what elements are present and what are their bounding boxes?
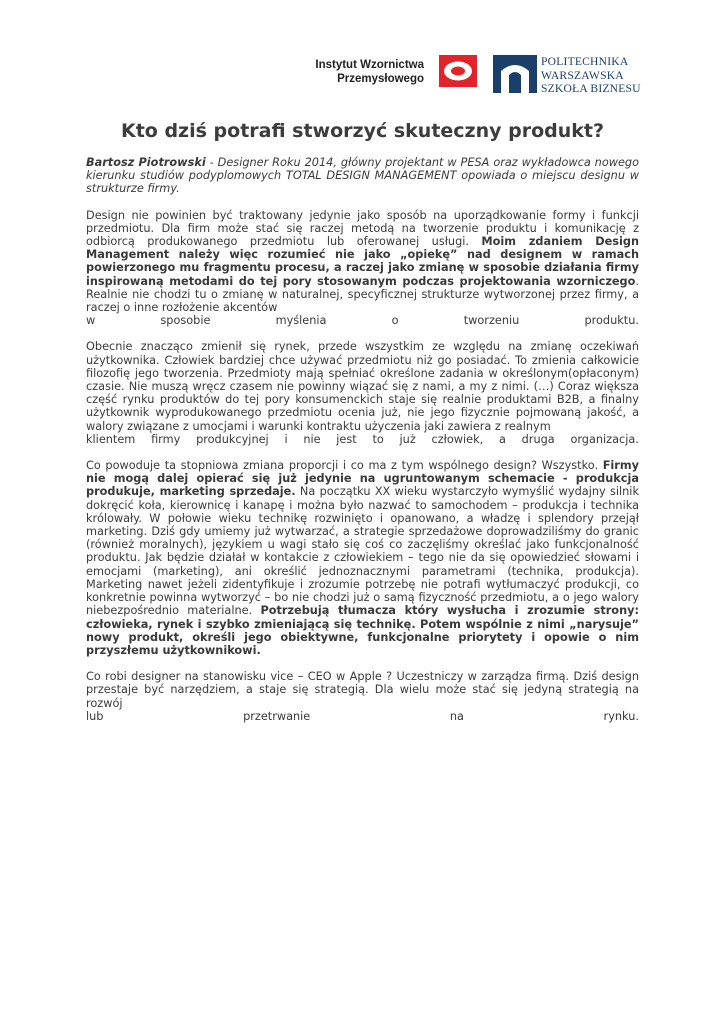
word: rynku. xyxy=(603,709,639,723)
word: produkcyjnej xyxy=(196,432,269,446)
paragraph-1 xyxy=(86,209,639,328)
word: lub xyxy=(86,709,104,723)
pw-name-line3: SZKOŁA BIZNESU xyxy=(541,82,641,95)
pw-logo-icon xyxy=(493,55,537,93)
p3-text-1: Co powoduje ta stopniowa zmiana proporcji i co ma z tym wspólnego design? Wszystko. xyxy=(86,459,603,473)
word: a xyxy=(498,432,506,446)
p1-text-1: Design nie powinien być traktowany jedynie jako sposób na uporządkowanie formy i funkcji przedmiotu. Dla firm może stać się raczej metodą na tworzenie produktu i komunikację z odbiorcą produkowanego przedmiotu lub oferowanej usługi. xyxy=(86,208,639,249)
word: produktu. xyxy=(584,314,639,328)
lead-text: - Designer Roku 2014, główny projektant w PESA oraz wykładowca nowego kierunku studiów podyplomowych TOTAL DESIGN MANAGEMENT opowiada o miejscu designu w strukturze firmy. xyxy=(86,156,640,196)
p2-text: Obecnie znacząco zmienił się rynek, przede wszystkim ze względu na zmianę oczekiwań użytkownika. Człowiek bardziej chce używać przedmiotu niż go posiadać. To zmienia całkowicie filozofię jego tworzenia. Przedmioty mają spełniać określone zadania w określonym(opłaconym) czasie. Nie muszą wręcz czasem nie powinny wiązać się z nami, a my z nimi. (…) Coraz większa część rynku produktów do tej pory konsumenckich staje się realnie produktami B2B, a finalny użytkownik wyprodukowanego przedmiotu ocenia już, nie jego fizycznie pojmowaną jakość, a walory związane z umocjami i warunki kontraktu użyczenia jaki zawiera z realnym xyxy=(86,340,639,433)
word: jest xyxy=(336,432,357,446)
word: na xyxy=(449,709,464,723)
p2-last-line xyxy=(86,433,639,446)
p4-text: Co robi designer na stanowisku vice – CEO w Apple ? Uczestniczy w zarządza firmą. Dziś design przestaje być narzędziem, a staje się strategią. Dla wielu może stać się jedyną strategią na rozwój xyxy=(86,670,639,710)
word: organizacja. xyxy=(570,432,639,446)
p3-bold-1: Firmy nie mogą dalej opierać się już jedynie na ugruntowanym schemacie - produkcja produkuje, marketing sprzedaje. xyxy=(86,459,639,499)
word: już xyxy=(399,432,416,446)
word: przetrwanie xyxy=(243,709,311,723)
word: firmy xyxy=(151,432,181,446)
pw-name-line1: POLITECHNIKA xyxy=(541,55,629,68)
pw-name-line2: WARSZAWSKA xyxy=(541,68,624,82)
p3-bold-2: Potrzebują tłumacza który wysłucha i zrozumie strony: człowieka, rynek i szybko zmieniającą się technikę. Potem wspólnie z nimi „narysuje” nowy produkt, określi jego obiektywne, funkcjonalne priorytety i opowie o nim przyszłemu użytkownikowi. xyxy=(86,604,639,657)
word: to xyxy=(372,432,384,446)
word: myślenia xyxy=(275,314,327,328)
iwp-name xyxy=(300,58,424,86)
article-title: Kto dziś potrafi stworzyć skuteczny produkt? xyxy=(120,120,605,142)
p1-last-line xyxy=(86,314,639,327)
paragraph-2 xyxy=(86,340,639,446)
paragraph-3 xyxy=(86,459,639,657)
iwp-logo-icon xyxy=(433,55,483,87)
p4-last-line xyxy=(86,710,639,723)
iwp-name-line2: Przemysłowego xyxy=(337,73,424,85)
p1-text-2: . Realnie nie chodzi tu o zmianę w naturalnej, specyficznej strukturze wytworzonej przez firmy, a raczej o inne rozłożenie akcentów xyxy=(86,274,639,315)
word: klientem xyxy=(86,432,136,446)
word: o xyxy=(391,314,399,328)
word: w xyxy=(86,314,96,328)
iwp-name-line1: Instytut Wzornictwa xyxy=(315,59,424,71)
word: sposobie xyxy=(160,314,211,328)
lead-author: Bartosz Piotrowski xyxy=(86,156,206,169)
p1-bold-1: Moim zdaniem Design Management należy więc rozumieć nie jako „opiekę” nad designem w ramach powierzonego mu fragmentu procesu, a raczej jako zmianę w sposobie działania firmy inspirowaną metodami do tej pory stosowanym podczas projektowania wzorniczego xyxy=(86,235,639,288)
word: nie xyxy=(303,432,321,446)
lead-paragraph xyxy=(86,156,639,196)
word: człowiek, xyxy=(431,432,484,446)
page-header xyxy=(0,52,725,97)
word: i xyxy=(284,432,288,446)
paragraph-4 xyxy=(86,670,639,723)
article-body xyxy=(86,156,639,736)
word: tworzeniu xyxy=(463,314,520,328)
word: druga xyxy=(521,432,555,446)
pw-name xyxy=(541,55,641,96)
p3-text-2: Na początku XX wieku wystarczyło wymyślić wydajny silnik dokręcić koła, kierownicę i kanapę i można było nazwać to samochodem – produkcja i technika królowały. W połowie wieku technikę rozwinięto i opanowano, a władzę i splendory przejął marketing. Dziś gdy umiemy już wytwarzać, a strategie sprzedażowe doprowadziliśmy do granic (również moralnych), językiem u wagi stało się coś co zaczęliśmy określać jako funkcjonalność produktu. Jak będzie działał w kontakcie z człowiekiem – tego nie da się opowiedzieć słowami i emocjami (marketing), ani określić jednoznacznymi parametrami (technika, produkcja). Marketing nawet jeżeli zidentyfikuje i zrozumie potrzebę nie potrafi wytłumaczyć produkcji, co konkretnie powinna wytworzyć – bo nie chodzi już o samą fizyczność przedmiotu, a o jego walory niebezpośrednio materialne. xyxy=(86,485,639,618)
